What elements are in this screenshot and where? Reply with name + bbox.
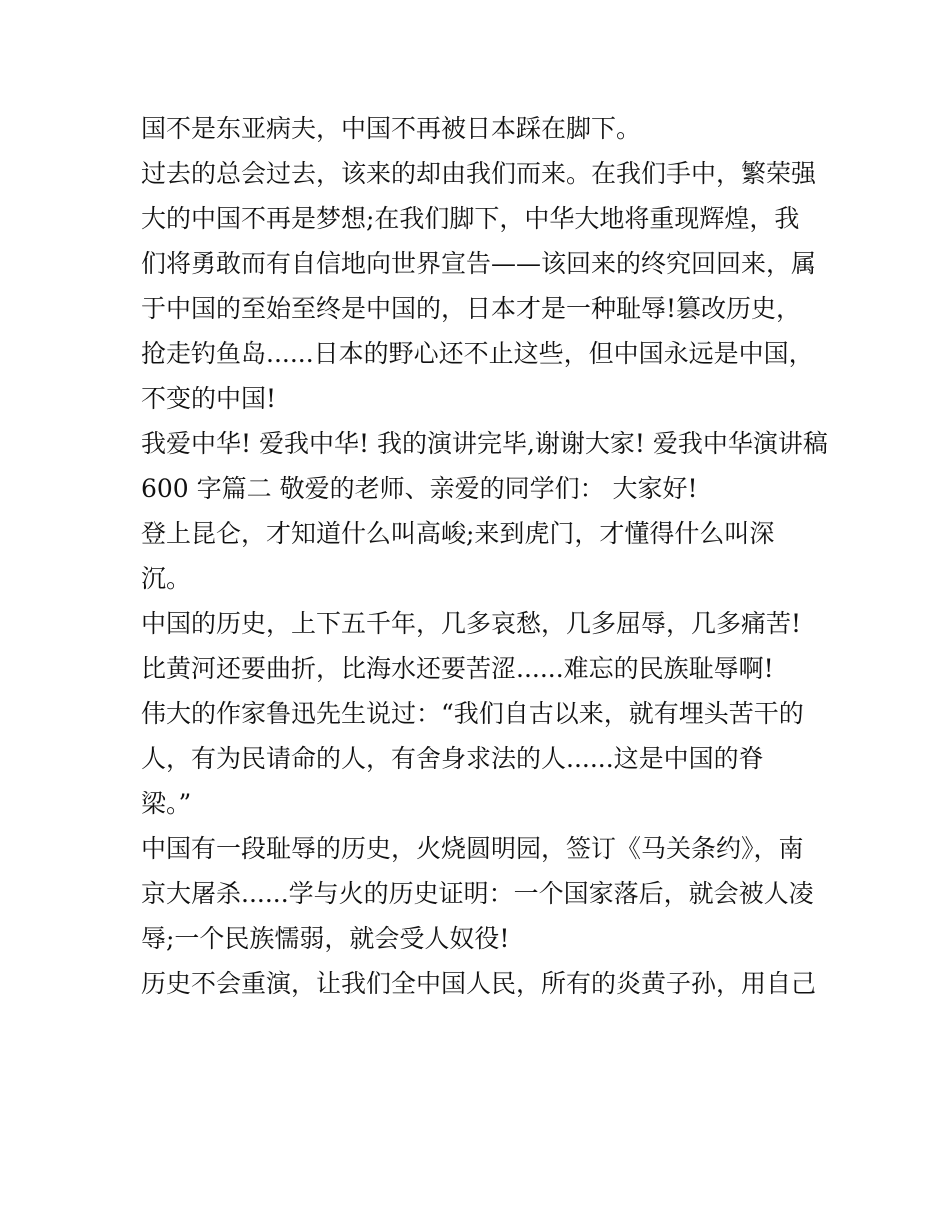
text-line: 我爱中华! 爱我中华! 我的演讲完毕,谢谢大家! 爱我中华演讲稿 bbox=[141, 429, 828, 458]
text-line: 辱;一个民族懦弱，就会受人奴役! bbox=[141, 924, 510, 953]
text-line: 们将勇敢而有自信地向世界宣告——该回来的终究回回来，属 bbox=[141, 249, 817, 278]
document-body bbox=[141, 106, 828, 1006]
text-line: 抢走钓鱼岛......日本的野心还不止这些，但中国永远是中国， bbox=[141, 339, 814, 368]
text-line: 伟大的作家鲁迅先生说过：“我们自古以来，就有埋头苦干的 bbox=[141, 699, 804, 728]
text-line: 京大屠杀......学与火的历史证明：一个国家落后，就会被人凌 bbox=[141, 879, 814, 908]
text-line: 过去的总会过去，该来的却由我们而来。在我们手中，繁荣强 bbox=[141, 159, 817, 188]
text-line: 登上昆仑，才知道什么叫高峻;来到虎门，才懂得什么叫深 bbox=[141, 519, 775, 548]
text-line: 大的中国不再是梦想;在我们脚下，中华大地将重现辉煌，我 bbox=[141, 204, 800, 233]
text-line: 沉。 bbox=[141, 564, 192, 593]
text-line: 人，有为民请命的人，有舍身求法的人......这是中国的脊 bbox=[141, 744, 764, 773]
text-line: 中国的历史，上下五千年，几多哀愁，几多屈辱，几多痛苦! bbox=[141, 609, 802, 638]
text-line: 600 字篇二 敬爱的老师、亲爱的同学们： 大家好! bbox=[141, 474, 698, 503]
text-line: 比黄河还要曲折，比海水还要苦涩......难忘的民族耻辱啊! bbox=[141, 654, 774, 683]
text-line: 于中国的至始至终是中国的，日本才是一种耻辱!篡改历史， bbox=[141, 294, 802, 323]
text-line: 历史不会重演，让我们全中国人民，所有的炎黄子孙，用自己 bbox=[141, 969, 817, 998]
text-line: 中国有一段耻辱的历史，火烧圆明园，签订《马关条约》，南 bbox=[141, 834, 804, 863]
text-line: 梁。” bbox=[141, 789, 192, 818]
text-line: 不变的中国! bbox=[141, 384, 277, 413]
text-line: 国不是东亚病夫，中国不再被日本踩在脚下。 bbox=[141, 114, 642, 143]
